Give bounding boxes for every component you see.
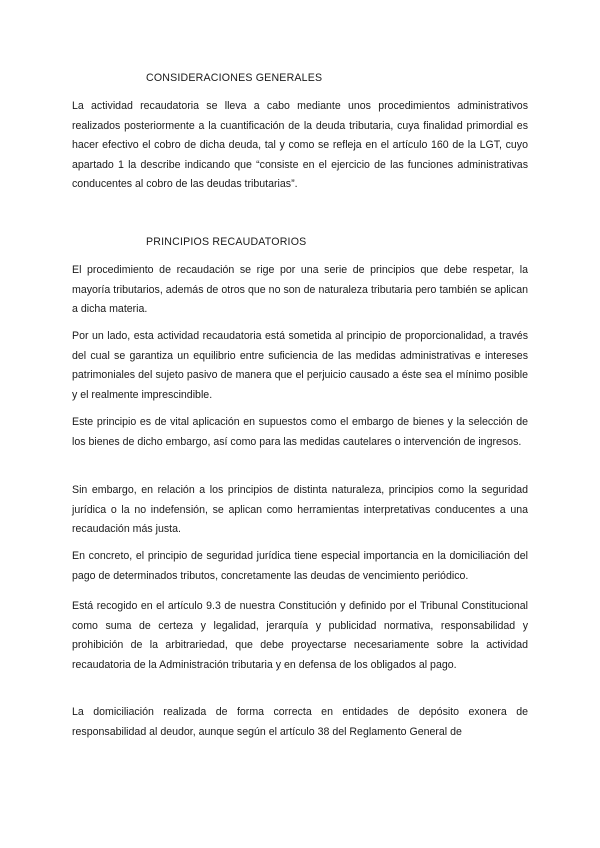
paragraph-principios-6: Está recogido en el artículo 9.3 de nuestra Constitución y definido por el Tribunal Constitucional como suma de certeza y legalidad, jerarquía y publicidad normativa, responsabilidad y prohibición de la arbitrariedad, que debe proyectarse necesariamente sobre la actividad recaudatoria de la Administración tributaria y en defensa de los obligados al pago. bbox=[72, 600, 528, 671]
section-heading-principios: PRINCIPIOS RECAUDATORIOS bbox=[146, 236, 307, 248]
paragraph-principios-1: El procedimiento de recaudación se rige por una serie de principios que debe respetar, la mayoría tributarios, además de otros que no son de naturaleza tributaria pero también se aplican a dicha materia. bbox=[72, 264, 528, 316]
paragraph-principios-2: Por un lado, esta actividad recaudatoria está sometida al principio de proporcionalidad, a través del cual se garantiza un equilibrio entre suficiencia de las medidas administrativas e intereses patrimoniales del sujeto pasivo de manera que el perjuicio causado a éste sea el mínimo posible y el realmente imprescindible. bbox=[72, 330, 528, 401]
paragraph-principios-5: En concreto, el principio de seguridad jurídica tiene especial importancia en la domiciliación del pago de determinados tributos, concretamente las deudas de vencimiento periódico. bbox=[72, 550, 528, 582]
paragraph-intro: La actividad recaudatoria se lleva a cabo mediante unos procedimientos administrativos realizados posteriormente a la cuantificación de la deuda tributaria, cuya finalidad primordial es hacer efectivo el cobro de dicha deuda, tal y como se refleja en el artículo 160 de la LGT, cuyo apartado 1 la describe indicando que “consiste en el ejercicio de las funciones administrativas conducentes al cobro de las deudas tributarias”. bbox=[72, 100, 528, 191]
paragraph-principios-4: Sin embargo, en relación a los principios de distinta naturaleza, principios como la seguridad jurídica o la no indefensión, se aplican como herramientas interpretativas conducentes a una recaudación más justa. bbox=[72, 484, 528, 536]
paragraph-principios-3: Este principio es de vital aplicación en supuestos como el embargo de bienes y la selección de los bienes de dicho embargo, así como para las medidas cautelares o intervención de ingresos. bbox=[72, 416, 528, 448]
section-heading-consideraciones: CONSIDERACIONES GENERALES bbox=[146, 72, 323, 84]
paragraph-principios-7: La domiciliación realizada de forma correcta en entidades de depósito exonera de responsabilidad al deudor, aunque según el artículo 38 del Reglamento General de bbox=[72, 706, 528, 738]
